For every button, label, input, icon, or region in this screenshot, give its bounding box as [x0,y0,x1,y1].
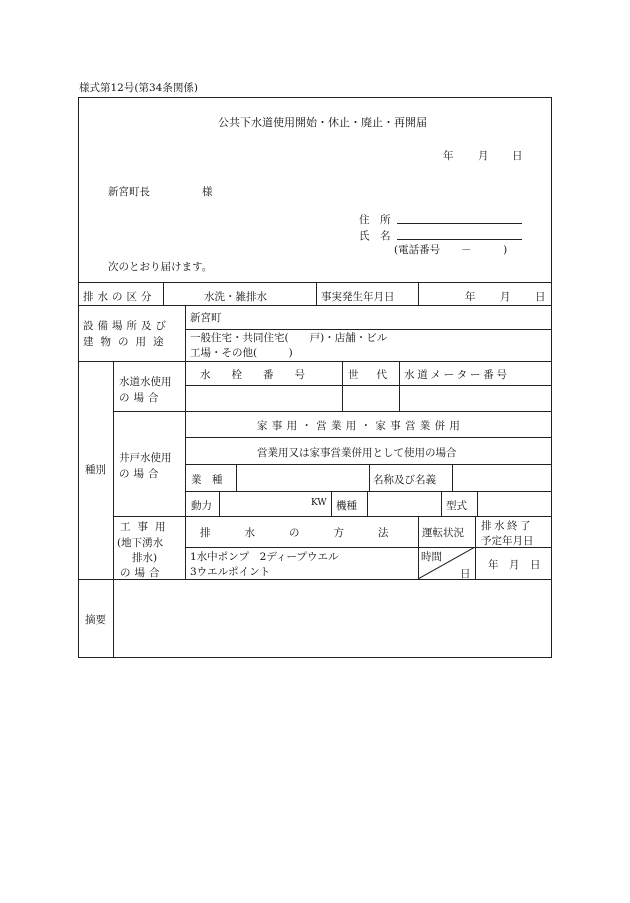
divider [452,464,453,491]
drainage-end-date: 年 月 日 [488,559,541,571]
well-label-line2: の場合 [119,468,163,480]
well-usage-options: 家事用・営業用・家事営業併用 [257,420,465,432]
divider [331,491,332,516]
days-label: 日 [460,568,471,580]
drainage-label: 排水の区分 [83,291,156,303]
divider [113,411,552,412]
address-label: 住 所 [359,214,391,226]
industry-label: 業 種 [191,474,223,486]
divider [441,491,442,516]
type-model-label: 型式 [446,500,467,512]
occurrence-month: 月 [500,291,511,303]
model-label: 機種 [336,500,357,512]
addressee-name: 新宮町長 [108,186,150,198]
divider [367,491,368,516]
construction-label-line1: 工事用 [120,521,173,533]
divider [342,361,343,411]
remarks-field[interactable] [114,580,551,657]
name-label: 氏 名 [359,230,391,242]
drainage-methods-line1: 1水中ポンプ 2ディープウエル [190,551,339,563]
usage-line2: 工場・その他( ) [190,347,293,359]
form-title: 公共下水道使用開始・休止・廃止・再開届 [218,116,427,129]
hydrant-number-header: 水栓番号 [200,369,326,381]
divider [163,282,164,305]
date-year-label: 年 [443,150,454,162]
occurrence-day: 日 [535,291,546,303]
households-header: 世代 [348,369,405,381]
construction-label-line4: の場合 [120,567,164,579]
divider [185,437,552,438]
drainage-method-header: 排水の方法 [200,527,423,539]
remarks-label: 摘要 [85,614,106,626]
well-label-line1: 井戸水使用 [119,452,172,464]
hours-label: 時間 [421,551,442,563]
divider [185,385,552,386]
divider [236,464,237,491]
divider [185,305,186,579]
construction-label-line3: 排水) [132,552,158,564]
business-name-label: 名称及び名義 [373,474,436,486]
addressee-honorific: 様 [202,186,213,198]
type-label: 種別 [85,464,106,476]
divider [78,361,552,362]
water-supply-label-line1: 水道水使用 [119,376,172,388]
phone-label: (電話番号 － ) [394,244,508,256]
drainage-end-label-line2: 予定年月日 [481,535,534,547]
drainage-value: 水洗・雑排水 [204,291,267,303]
divider [78,305,552,306]
divider [219,491,220,516]
date-day-label: 日 [512,150,523,162]
location-label-line2: 建物の用途 [83,336,171,348]
divider [418,282,419,305]
power-unit: KW [311,498,327,508]
address-field-line[interactable] [397,223,522,224]
divider [113,516,552,517]
divider [369,464,370,491]
location-town: 新宮町 [190,312,222,324]
divider [475,516,476,579]
occurrence-year: 年 [465,291,476,303]
usage-line1: 一般住宅・共同住宅( 戸)・店舗・ビル [190,332,388,344]
construction-label-line2: (地下湧水 [117,537,164,549]
form-number-label: 様式第12号(第34条関係) [79,82,198,94]
intro-text: 次のとおり届けます。 [108,261,213,273]
divider [78,282,552,283]
drainage-methods-line2: 3ウエルポイント [190,566,271,578]
drainage-end-label-line1: 排水終了 [481,520,533,532]
operation-status-header: 運転状況 [422,527,464,539]
occurrence-date-label: 事実発生年月日 [321,291,395,303]
location-label-line1: 設備場所及び [83,320,170,332]
divider [185,491,552,492]
divider [316,282,317,305]
date-month-label: 月 [478,150,489,162]
power-label: 動力 [191,500,212,512]
name-field-line[interactable] [397,239,522,240]
meter-number-header: 水道メーター番号 [404,369,510,381]
divider [477,491,478,516]
business-use-note: 営業用又は家事営業併用として使用の場合 [257,447,457,459]
water-supply-label-line2: の場合 [119,392,163,404]
